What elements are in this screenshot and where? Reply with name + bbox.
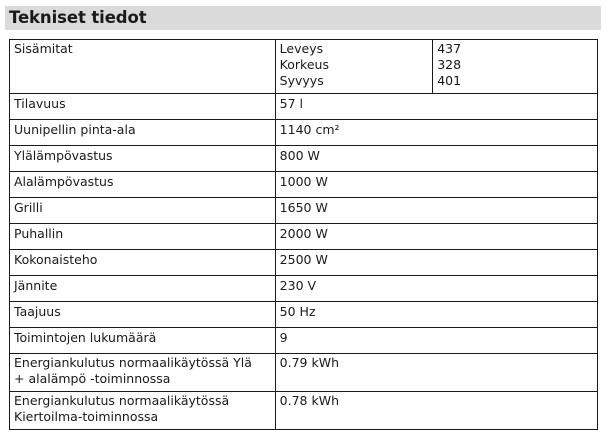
table-row — [10, 328, 598, 354]
table-row — [10, 224, 598, 250]
row-label: Jännite — [10, 276, 276, 302]
table-row — [10, 198, 598, 224]
dimension-value-depth: 401 — [437, 73, 462, 88]
table-row — [10, 146, 598, 172]
row-value: 2000 W — [275, 224, 597, 250]
row-label: Kokonaisteho — [10, 250, 276, 276]
row-value: 800 W — [275, 146, 597, 172]
row-value: 9 — [275, 328, 597, 354]
table-row-energy — [10, 354, 598, 392]
energy-label-line1: Energiankulutus normaalikäytössä Ylä — [14, 355, 252, 370]
table-row — [10, 250, 598, 276]
row-label: Uunipellin pinta-ala — [10, 120, 276, 146]
row-value: 2500 W — [275, 250, 597, 276]
row-value: 1650 W — [275, 198, 597, 224]
table-row — [10, 120, 598, 146]
table-row — [10, 172, 598, 198]
page-title: Tekniset tiedot — [9, 8, 147, 27]
row-label: Tilavuus — [10, 94, 276, 120]
dimension-values-cell — [433, 40, 598, 94]
row-value: 1140 cm² — [275, 120, 597, 146]
energy-label-line2: Kiertoilma-toiminnossa — [14, 409, 159, 424]
dimension-value-height: 328 — [437, 57, 462, 72]
table-row-internal-dimensions — [10, 40, 598, 94]
dimension-name-height: Korkeus — [279, 57, 329, 72]
row-label: Grilli — [10, 198, 276, 224]
dimension-names-cell — [275, 40, 433, 94]
row-label: Puhallin — [10, 224, 276, 250]
dimensions-label: Sisämitat — [10, 40, 276, 94]
row-value: 57 l — [275, 94, 597, 120]
dimension-name-depth: Syvyys — [279, 73, 324, 88]
table-row — [10, 276, 598, 302]
row-label: Toimintojen lukumäärä — [10, 328, 276, 354]
section-header — [5, 6, 601, 30]
energy-label-line1: Energiankulutus normaalikäytössä — [14, 393, 230, 408]
energy-value: 0.79 kWh — [275, 354, 597, 392]
technical-spec-table — [9, 39, 598, 430]
dimension-name-width: Leveys — [279, 41, 324, 56]
table-row — [10, 302, 598, 328]
row-value: 230 V — [275, 276, 597, 302]
row-value: 50 Hz — [275, 302, 597, 328]
energy-label-line2: + alalämpö -toiminnossa — [14, 371, 171, 386]
row-label: Alalämpövastus — [10, 172, 276, 198]
table-row — [10, 94, 598, 120]
energy-value: 0.78 kWh — [275, 392, 597, 430]
dimension-value-width: 437 — [437, 41, 462, 56]
table-row-energy — [10, 392, 598, 430]
energy-label — [10, 354, 276, 392]
energy-label — [10, 392, 276, 430]
row-label: Taajuus — [10, 302, 276, 328]
row-label: Ylälämpövastus — [10, 146, 276, 172]
row-value: 1000 W — [275, 172, 597, 198]
